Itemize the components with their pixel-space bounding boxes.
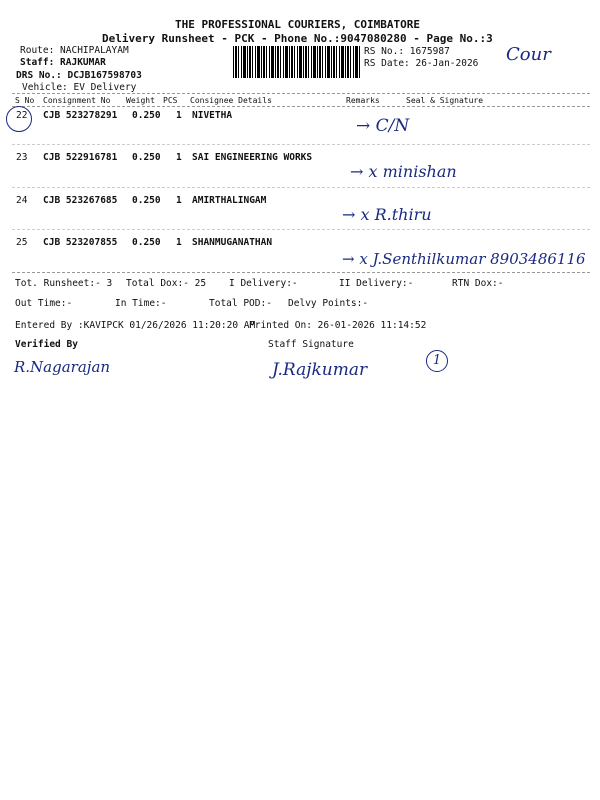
row-consignment: CJB 523267685 bbox=[43, 195, 118, 206]
col-seal: Seal & Signature bbox=[406, 96, 484, 105]
rs-number: RS No.: 1675987 bbox=[364, 46, 450, 57]
row-divider bbox=[12, 229, 590, 230]
route-label: Route: NACHIPALAYAM bbox=[20, 45, 129, 56]
row-pcs: 1 bbox=[176, 195, 182, 206]
col-weight: Weight bbox=[126, 96, 155, 105]
rtn-dox: RTN Dox:- bbox=[452, 278, 504, 289]
handwritten-note: Cour bbox=[506, 44, 551, 65]
staff-signature-label: Staff Signature bbox=[268, 339, 354, 350]
delvy-points: Delvy Points:- bbox=[288, 298, 369, 309]
row-consignment: CJB 523207855 bbox=[43, 237, 118, 248]
row-remark-handwriting: → x R.thiru bbox=[342, 205, 432, 224]
row-sno: 23 bbox=[16, 152, 28, 163]
printed-on: Printed On: 26-01-2026 11:14:52 bbox=[249, 320, 427, 331]
row-pcs: 1 bbox=[176, 237, 182, 248]
row-consignee: NIVETHA bbox=[192, 110, 233, 121]
row-remark-handwriting: → x minishan bbox=[350, 162, 457, 181]
runsheet-subtitle: Delivery Runsheet - PCK - Phone No.:9047080280 - Page No.:3 bbox=[102, 32, 493, 45]
entered-by: Entered By :KAVIPCK 01/26/2026 11:20:20 AM bbox=[15, 320, 256, 331]
verified-by-label: Verified By bbox=[15, 339, 78, 350]
row-weight: 0.250 bbox=[132, 195, 161, 206]
row-pcs: 1 bbox=[176, 152, 182, 163]
row-consignee: SHANMUGANATHAN bbox=[192, 237, 273, 248]
row-consignee: AMIRTHALINGAM bbox=[192, 195, 267, 206]
row-sno: 24 bbox=[16, 195, 28, 206]
staff-label: Staff: RAJKUMAR bbox=[20, 57, 106, 68]
i-delivery: I Delivery:- bbox=[229, 278, 298, 289]
total-dox: Total Dox:- 25 bbox=[126, 278, 207, 289]
col-sno: S No bbox=[15, 96, 35, 105]
row-weight: 0.250 bbox=[132, 237, 161, 248]
ii-delivery: II Delivery:- bbox=[339, 278, 414, 289]
col-consignee: Consignee Details bbox=[190, 96, 272, 105]
row-consignee: SAI ENGINEERING WORKS bbox=[192, 152, 313, 163]
row-remark-handwriting: → x J.Senthilkumar 8903486116 bbox=[342, 250, 586, 268]
verifier-signature: R.Nagarajan bbox=[14, 358, 111, 376]
circled-number-mark: 1 bbox=[426, 350, 448, 372]
rs-date: RS Date: 26-Jan-2026 bbox=[364, 58, 479, 69]
row-sno: 22 bbox=[16, 110, 28, 121]
in-time: In Time:- bbox=[115, 298, 167, 309]
table-top-rule bbox=[12, 93, 590, 94]
row-remark-handwriting: → C/N bbox=[356, 116, 410, 136]
circle-mark bbox=[6, 106, 32, 132]
total-pod: Total POD:- bbox=[209, 298, 272, 309]
row-weight: 0.250 bbox=[132, 152, 161, 163]
vehicle-label: Vehicle: EV Delivery bbox=[22, 82, 137, 93]
row-weight: 0.250 bbox=[132, 110, 161, 121]
row-consignment: CJB 523278291 bbox=[43, 110, 118, 121]
col-remarks: Remarks bbox=[346, 96, 380, 105]
out-time: Out Time:- bbox=[15, 298, 73, 309]
total-runsheet: Tot. Runsheet:- 3 bbox=[15, 278, 113, 289]
row-sno: 25 bbox=[16, 237, 28, 248]
table-header-rule bbox=[12, 106, 590, 107]
col-pcs: PCS bbox=[163, 96, 178, 105]
staff-handwritten-signature: J.Rajkumar bbox=[272, 360, 368, 380]
drs-number: DRS No.: DCJB167598703 bbox=[16, 70, 142, 81]
table-bottom-rule bbox=[12, 272, 590, 273]
company-name: THE PROFESSIONAL COURIERS, COIMBATORE bbox=[175, 18, 421, 31]
row-divider bbox=[12, 187, 590, 188]
row-consignment: CJB 522916781 bbox=[43, 152, 118, 163]
row-divider bbox=[12, 144, 590, 145]
row-pcs: 1 bbox=[176, 110, 182, 121]
col-consignment: Consignment No bbox=[43, 96, 111, 105]
barcode bbox=[233, 46, 361, 78]
